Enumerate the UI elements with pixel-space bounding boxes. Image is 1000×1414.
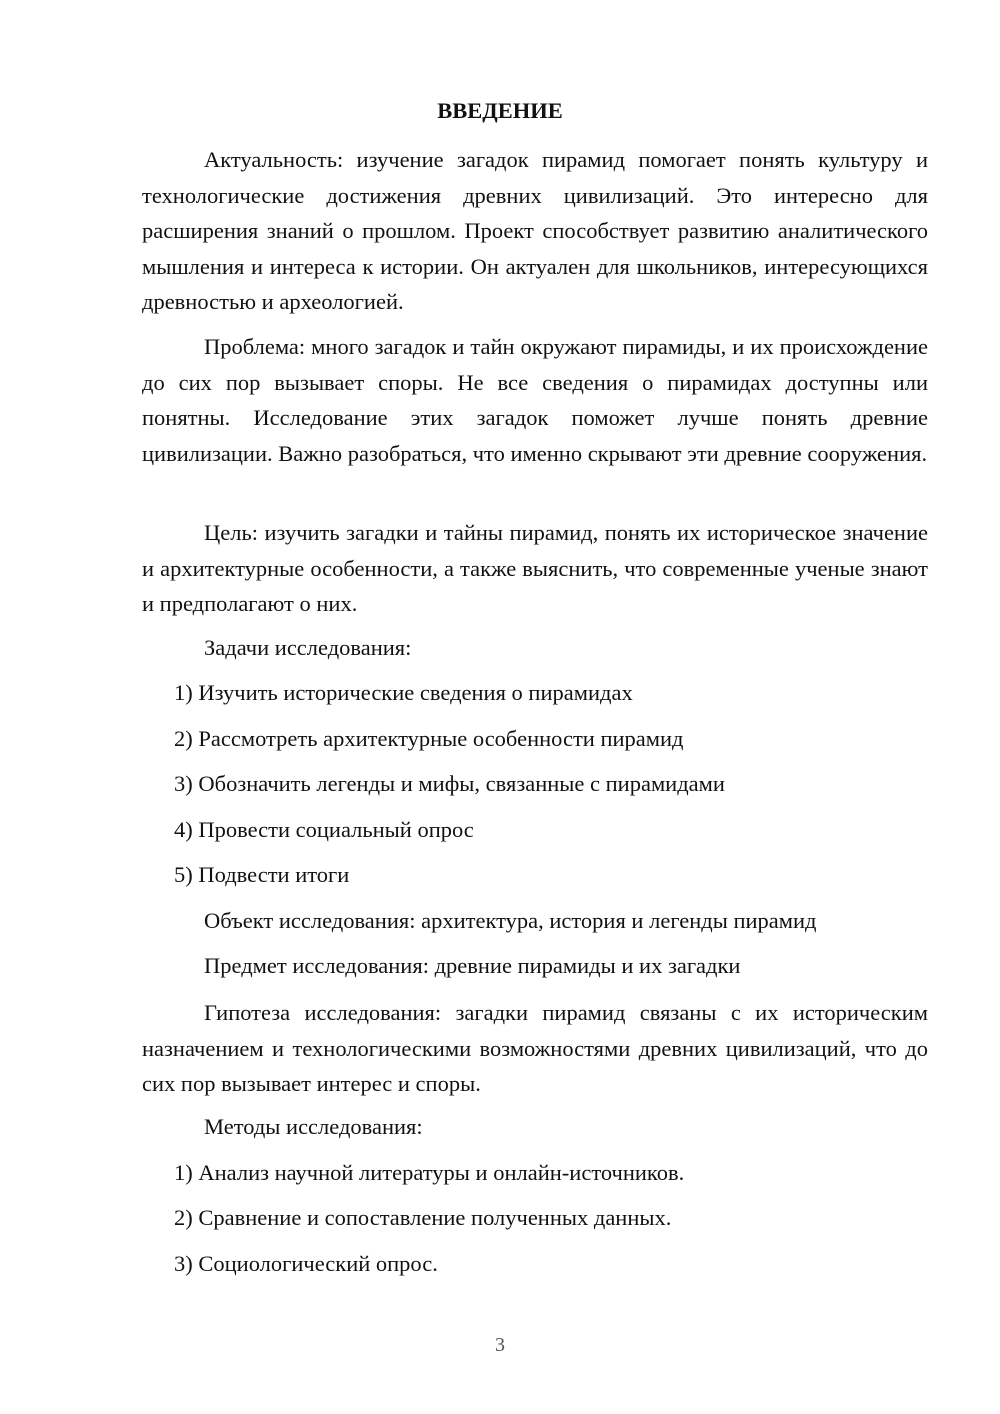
tasks-heading: Задачи исследования:: [204, 635, 412, 660]
hypothesis-paragraph: Гипотеза исследования: загадки пирамид связаны с их историческим назначением и технологическими возможностями древних цивилизаций, что до сих пор вызывает интерес и споры.: [142, 1000, 928, 1096]
task-item: 1) Изучить исторические сведения о пирамидах: [174, 680, 633, 705]
section-title: ВВЕДЕНИЕ: [437, 98, 563, 123]
problem-paragraph: Проблема: много загадок и тайн окружают пирамиды, и их происхождение до сих пор вызывает споры. Не все сведения о пирамидах доступны или понятны. Исследование этих загадок поможет лучше понять древние цивилизации. Важно разобраться, что именно скрывают эти древние сооружения.: [142, 334, 928, 466]
task-item: 3) Обозначить легенды и мифы, связанные с пирамидами: [174, 771, 725, 796]
method-item: 2) Сравнение и сопоставление полученных данных.: [174, 1205, 672, 1230]
goal-paragraph: Цель: изучить загадки и тайны пирамид, понять их историческое значение и архитектурные особенности, а также выяснить, что современные ученые знают и предполагают о них.: [142, 520, 928, 616]
research-subject: Предмет исследования: древние пирамиды и их загадки: [204, 953, 741, 978]
method-item: 3) Социологический опрос.: [174, 1251, 438, 1276]
research-object: Объект исследования: архитектура, история и легенды пирамид: [204, 908, 817, 933]
task-item: 2) Рассмотреть архитектурные особенности пирамид: [174, 726, 684, 751]
page-number: 3: [495, 1334, 505, 1356]
task-item: 5) Подвести итоги: [174, 862, 350, 887]
task-item: 4) Провести социальный опрос: [174, 817, 474, 842]
methods-heading: Методы исследования:: [204, 1114, 423, 1139]
method-item: 1) Анализ научной литературы и онлайн-источников.: [174, 1160, 685, 1185]
relevance-paragraph: Актуальность: изучение загадок пирамид помогает понять культуру и технологические достижения древних цивилизаций. Это интересно для расширения знаний о прошлом. Проект способствует развитию аналитического мышления и интереса к истории. Он актуален для школьников, интересующихся древностью и археологией.: [142, 147, 928, 314]
